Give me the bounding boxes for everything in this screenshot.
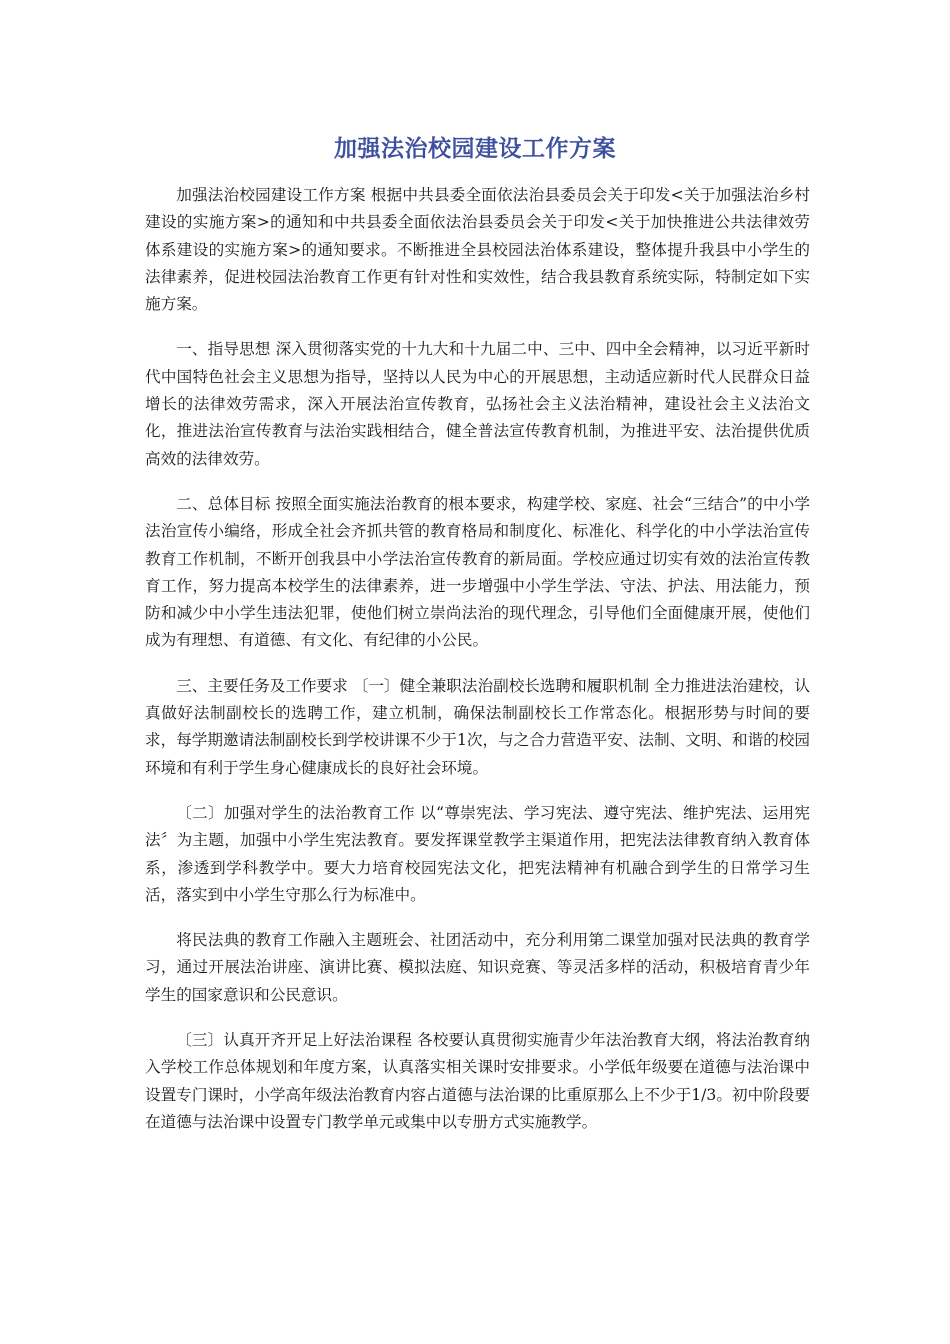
overall-goal-paragraph: 二、总体目标 按照全面实施法治教育的根本要求，构建学校、家庭、社会“三结合”的中小学法治宣传小编络，形成全社会齐抓共管的教育格局和制度化、标准化、科学化的中小学法治宣传教育工作机制，不断开创我县中小学法治宣传教育的新局面。学校应通过切实有效的法治宣传教育工作，努力提高本校学生的法律素养，进一步增强中小学生学法、守法、护法、用法能力，预防和减少中小学生违法犯罪，使他们树立崇尚法治的现代理念，引导他们全面健康开展，使他们成为有理想、有道德、有文化、有纪律的小公民。 (145, 494, 810, 650)
document-body (145, 182, 810, 1154)
law-education-paragraph: 〔二〕加强对学生的法治教育工作 以“尊崇宪法、学习宪法、遵守宪法、维护宪法、运用宪法〞为主题，加强中小学生宪法教育。要发挥课堂教学主渠道作用，把宪法法律教育纳入教育体系，渗透到学科教学中。要大力培育校园宪法文化，把宪法精神有机融合到学生的日常学习生活，落实到中小学生守那么行为标准中。 (145, 803, 810, 904)
document-title: 加强法治校园建设工作方案 (334, 136, 616, 162)
civil-code-paragraph: 将民法典的教育工作融入主题班会、社团活动中，充分利用第二课堂加强对民法典的教育学习，通过开展法治讲座、演讲比赛、模拟法庭、知识竞赛、等灵活多样的活动，积极培育青少年学生的国家意识和公民意识。 (145, 931, 810, 1004)
intro-paragraph: 加强法治校园建设工作方案 根据中共县委全面依法治县委员会关于印发<关于加强法治乡村建设的实施方案>的通知和中共县委全面依法治县委员会关于印发<关于加快推进公共法律效劳体系建设的实施方案>的通知要求。不断推进全县校园法治体系建设，整体提升我县中小学生的法律素养，促进校园法治教育工作更有针对性和实效性，结合我县教育系统实际，特制定如下实施方案。 (145, 186, 810, 314)
main-tasks-paragraph: 三、主要任务及工作要求 〔一〕健全兼职法治副校长选聘和履职机制 全力推进法治建校，认真做好法制副校长的选聘工作，建立机制，确保法制副校长工作常态化。根据形势与时间的要求，每学期邀请法制副校长到学校讲课不少于1次，与之合力营造平安、法制、文明、和谐的校园环境和有利于学生身心健康成长的良好社会环境。 (145, 676, 810, 777)
guiding-ideology-paragraph: 一、指导思想 深入贯彻落实党的十九大和十九届二中、三中、四中全会精神，以习近平新时代中国特色社会主义思想为指导，坚持以人民为中心的开展思想，主动适应新时代人民群众日益增长的法律效劳需求，深入开展法治宣传教育，弘扬社会主义法治精神，建设社会主义法治文化，推进法治宣传教育与法治实践相结合，健全普法宣传教育机制，为推进平安、法治提供优质高效的法律效劳。 (145, 340, 810, 468)
law-courses-paragraph: 〔三〕认真开齐开足上好法治课程 各校要认真贯彻实施青少年法治教育大纲，将法治教育纳入学校工作总体规划和年度方案，认真落实相关课时安排要求。小学低年级要在道德与法治课中设置专门课时，小学高年级法治教育内容占道德与法治课的比重原那么上不少于1/3。初中阶段要在道德与法治课中设置专门教学单元或集中以专册方式实施教学。 (145, 1031, 810, 1131)
